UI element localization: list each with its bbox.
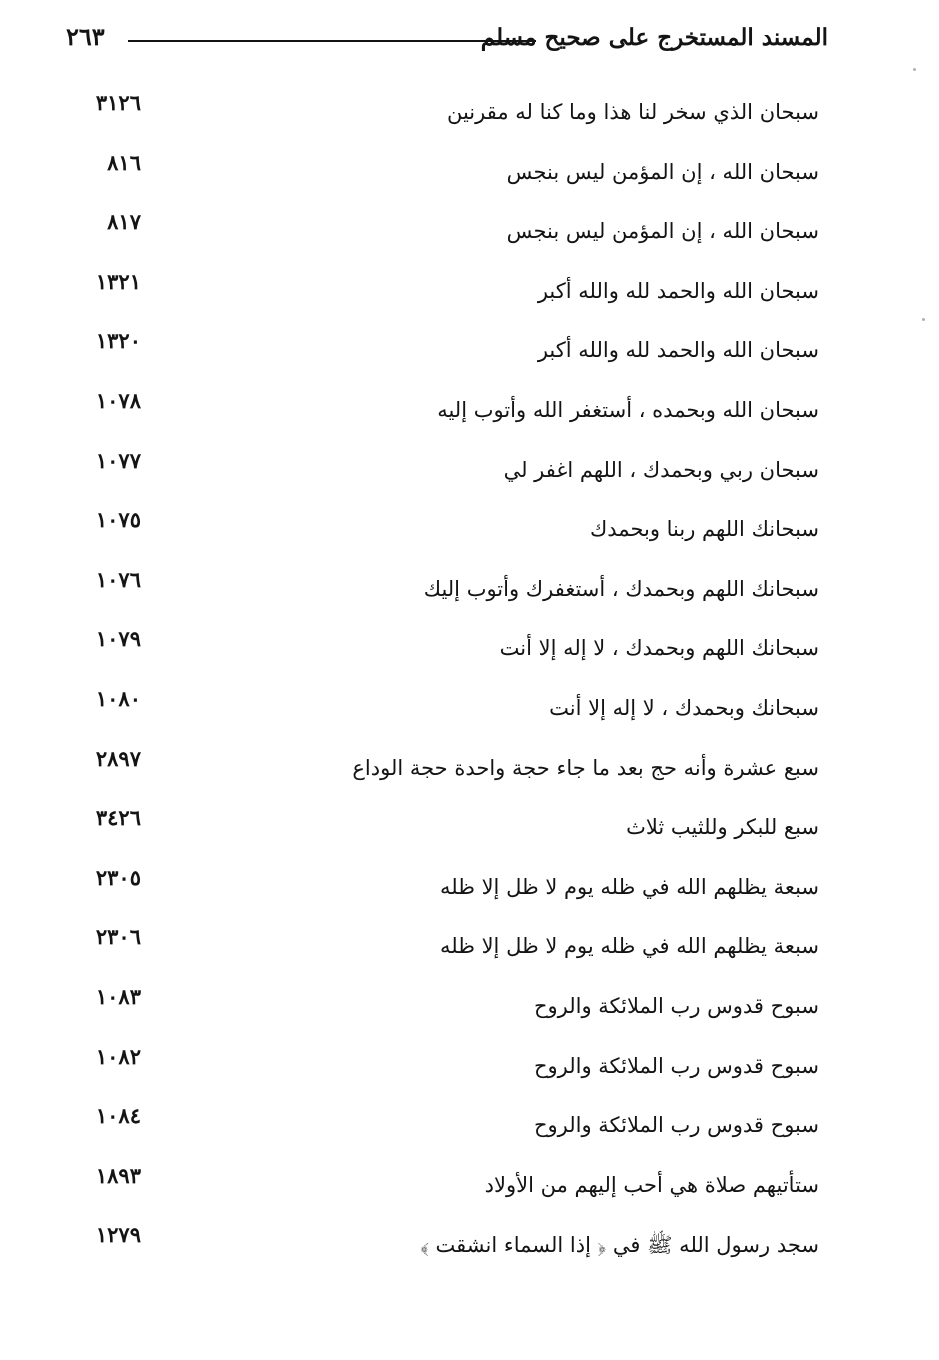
entry-hadith-number: ١٠٧٨ — [95, 387, 141, 413]
entry-hadith-number: ١٠٧٧ — [95, 447, 141, 473]
index-entry — [0, 269, 939, 329]
index-entry — [0, 448, 939, 508]
entry-hadith-number: ١٣٢١ — [95, 268, 141, 294]
entry-text: سبحان الله وبحمده ، أستغفر الله وأتوب إليه — [437, 397, 819, 422]
entry-hadith-number: ٣١٢٦ — [95, 90, 141, 115]
index-entry — [0, 746, 939, 806]
index-entry — [0, 924, 939, 984]
entry-hadith-number: ١٠٨٢ — [95, 1043, 141, 1069]
entry-text: سجد رسول الله ﷺ في ﴿ إذا السماء انشقت ﴾ — [420, 1233, 819, 1258]
entry-hadith-number: ٨١٦ — [107, 149, 141, 175]
entry-hadith-number: ٢٣٠٥ — [95, 864, 141, 890]
entry-hadith-number: ٣٤٢٦ — [95, 805, 141, 831]
entry-text: سبع للبكر وللثيب ثلاث — [626, 815, 819, 840]
entry-text: سبعة يظلهم الله في ظله يوم لا ظل إلا ظله — [439, 934, 819, 959]
index-entry — [0, 686, 939, 746]
entry-text: سبحانك اللهم ربنا وبحمدك — [589, 517, 819, 542]
header-rule — [128, 40, 536, 42]
index-entry — [0, 209, 939, 269]
entry-hadith-number: ١٠٧٦ — [95, 566, 141, 592]
index-entry — [0, 984, 939, 1044]
index-entry — [0, 507, 939, 567]
index-entry — [0, 328, 939, 388]
index-entries — [0, 90, 939, 1282]
entry-text: سبحانك وبحمدك ، لا إله إلا أنت — [549, 695, 819, 720]
entry-hadith-number: ١٨٩٣ — [95, 1162, 141, 1188]
entry-text: سبحان الله ، إن المؤمن ليس بنجس — [506, 159, 819, 184]
entry-text: سبحانك اللهم وبحمدك ، أستغفرك وأتوب إليك — [423, 576, 819, 601]
entry-hadith-number: ٨١٧ — [107, 209, 141, 235]
entry-hadith-number: ١٠٨٣ — [95, 983, 141, 1009]
entry-hadith-number: ١٠٨٠ — [95, 685, 141, 711]
entry-text: سبعة يظلهم الله في ظله يوم لا ظل إلا ظله — [439, 874, 819, 899]
index-entry — [0, 805, 939, 865]
entry-hadith-number: ١٣٢٠ — [95, 328, 141, 354]
index-entry — [0, 1044, 939, 1104]
entry-text: سبحان الله ، إن المؤمن ليس بنجس — [506, 219, 819, 244]
index-entry — [0, 1103, 939, 1163]
index-entry — [0, 626, 939, 686]
entry-text: سبع عشرة وأنه حج بعد ما جاء حجة واحدة حجة الوداع — [352, 755, 819, 780]
entry-text: سبحانك اللهم وبحمدك ، لا إله إلا أنت — [499, 636, 819, 661]
entry-hadith-number: ٢٨٩٧ — [95, 745, 141, 771]
entry-hadith-number: ١٠٧٩ — [95, 626, 141, 652]
page-number: ٢٦٣ — [66, 22, 105, 51]
index-entry — [0, 865, 939, 925]
index-entry — [0, 1163, 939, 1223]
index-entry — [0, 388, 939, 448]
index-entry — [0, 1222, 939, 1282]
index-entry — [0, 567, 939, 627]
entry-text: سبوح قدوس رب الملائكة والروح — [533, 1053, 819, 1078]
scan-speck — [922, 318, 925, 321]
entry-text: سبحان ربي وبحمدك ، اللهم اغفر لي — [503, 457, 819, 482]
running-header — [66, 22, 828, 62]
entry-text: سبحان الذي سخر لنا هذا وما كنا له مقرنين — [446, 100, 819, 124]
entry-hadith-number: ١٠٧٥ — [95, 507, 141, 533]
entry-hadith-number: ١٢٧٩ — [95, 1222, 141, 1248]
entry-hadith-number: ١٠٨٤ — [95, 1103, 141, 1129]
entry-text: سبوح قدوس رب الملائكة والروح — [533, 993, 819, 1018]
entry-text: سبحان الله والحمد لله والله أكبر — [537, 278, 819, 303]
header-title: المسند المستخرج على صحيح مسلم — [480, 24, 828, 51]
index-entry — [0, 90, 939, 150]
scan-speck — [913, 68, 916, 71]
entry-hadith-number: ٢٣٠٦ — [95, 924, 141, 950]
entry-text: سبحان الله والحمد لله والله أكبر — [537, 338, 819, 363]
index-entry — [0, 150, 939, 210]
entry-text: سبوح قدوس رب الملائكة والروح — [533, 1113, 819, 1138]
entry-text: ستأتيهم صلاة هي أحب إليهم من الأولاد — [484, 1172, 819, 1197]
